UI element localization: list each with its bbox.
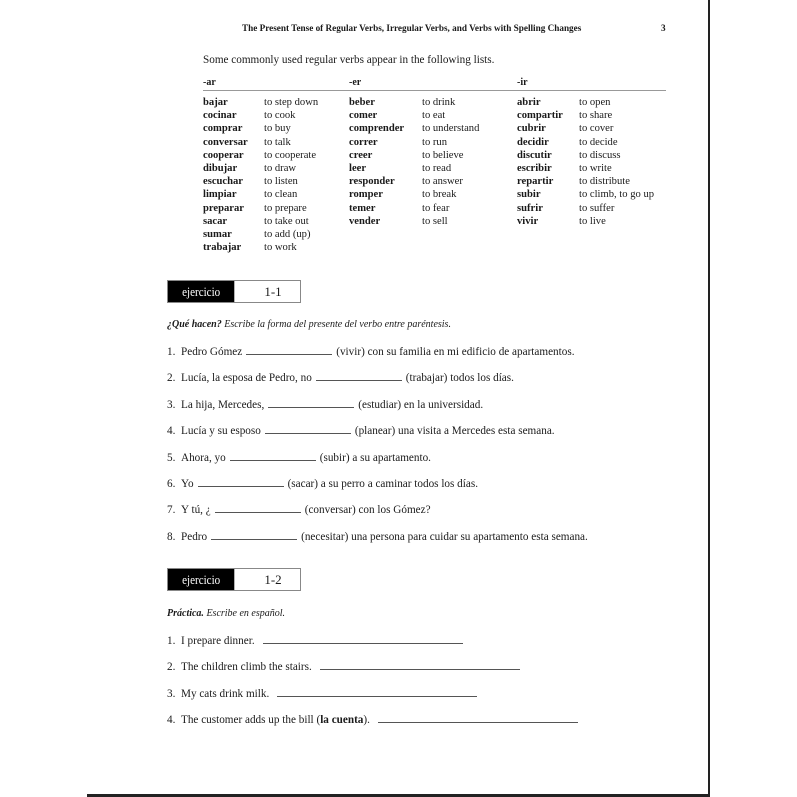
answer-blank[interactable]: [230, 450, 316, 461]
english-meaning: to listen: [264, 176, 298, 188]
english-meaning: to drink: [422, 97, 456, 108]
exercise-label: ejercicio: [168, 281, 234, 302]
page-border-right: [708, 0, 710, 797]
item-prompt: The children climb the stairs.: [181, 661, 312, 674]
exercise-item: [167, 476, 478, 490]
english-meaning: to fear: [422, 202, 450, 214]
english-meaning: to talk: [264, 136, 291, 148]
spanish-verb: escribir: [517, 162, 552, 174]
spanish-verb: trabajar: [203, 242, 242, 254]
item-number: 2.: [167, 372, 176, 385]
answer-blank[interactable]: [316, 370, 402, 381]
heading-er: -er: [349, 77, 362, 88]
english-meaning: to cooperate: [264, 149, 317, 161]
english-meaning: to open: [579, 97, 611, 108]
item-prompt: Lucía y su esposo: [181, 425, 261, 438]
answer-blank[interactable]: [268, 397, 354, 408]
english-meaning: to eat: [422, 110, 446, 122]
instruction-lead: Práctica.: [167, 608, 204, 619]
intro-text: Some commonly used regular verbs appear in the following lists.: [203, 54, 495, 66]
spanish-verb: correr: [349, 136, 378, 148]
spanish-verb: cubrir: [517, 123, 546, 135]
english-meaning: to write: [579, 162, 612, 174]
item-continuation: (planear) una visita a Mercedes esta semana.: [354, 425, 555, 438]
spanish-verb: comprar: [203, 123, 243, 135]
verb-table-header: [203, 77, 666, 91]
exercise-1-2-instruction: [167, 608, 285, 619]
english-meaning: to draw: [264, 162, 297, 174]
exercise-item: [167, 686, 481, 700]
item-number: 3.: [167, 398, 176, 411]
item-continuation: (trabajar) todos los días.: [405, 372, 514, 385]
english-meaning: to step down: [264, 97, 319, 108]
item-prompt: I prepare dinner.: [181, 635, 255, 647]
spanish-verb: bajar: [203, 97, 228, 108]
instruction-text: Escribe en español.: [206, 608, 286, 619]
english-meaning: to discuss: [579, 149, 621, 161]
english-meaning: to decide: [579, 136, 618, 148]
english-meaning: to sell: [422, 215, 448, 227]
exercise-item: [167, 397, 483, 411]
spanish-verb: responder: [349, 176, 395, 188]
spanish-verb: abrir: [517, 97, 541, 108]
spanish-verb: subir: [517, 189, 541, 201]
heading-ir: -ir: [517, 77, 528, 88]
spanish-verb: limpiar: [203, 189, 237, 201]
exercise-item: [167, 633, 467, 647]
exercise-1-1-header: [167, 280, 301, 303]
instruction-lead: ¿Qué hacen?: [167, 319, 222, 330]
english-meaning: to prepare: [264, 202, 307, 214]
spanish-verb: sacar: [203, 215, 228, 227]
english-meaning: to work: [264, 242, 297, 254]
item-prompt: Ahora, yo: [181, 451, 226, 464]
spanish-verb: conversar: [203, 136, 248, 148]
english-meaning: to cook: [264, 110, 296, 122]
spanish-verb: comprender: [349, 123, 405, 135]
english-meaning: to believe: [422, 149, 464, 161]
exercise-1-2-header: [167, 568, 301, 591]
exercise-1-1-instruction: [167, 319, 451, 330]
spanish-verb: discutir: [517, 149, 552, 161]
exercise-number: 1-1: [264, 283, 282, 299]
item-prompt: Pedro: [181, 530, 208, 543]
spanish-verb: preparar: [203, 202, 244, 214]
exercise-item: [167, 502, 431, 516]
item-number: 4.: [167, 714, 176, 727]
answer-blank[interactable]: [246, 344, 332, 355]
heading-ar: -ar: [203, 77, 216, 88]
item-prompt: My cats drink milk.: [181, 687, 270, 700]
spanish-verb: cocinar: [203, 110, 237, 122]
item-tail: ).: [363, 714, 370, 727]
exercise-number: 1-2: [264, 571, 282, 587]
answer-blank[interactable]: [265, 423, 351, 434]
item-prompt: Yo: [181, 478, 194, 490]
spanish-verb: vender: [349, 215, 381, 227]
instruction-text: Escribe la forma del presente del verbo entre paréntesis.: [224, 319, 451, 330]
spanish-verb: vivir: [517, 215, 539, 227]
item-number: 1.: [167, 635, 176, 647]
english-meaning: to climb, to go up: [579, 189, 655, 201]
item-number: 8.: [167, 530, 176, 543]
item-number: 2.: [167, 661, 176, 674]
answer-blank[interactable]: [263, 633, 463, 644]
english-meaning: to run: [422, 136, 448, 148]
item-continuation: (vivir) con su familia en mi edificio de apartamentos.: [336, 346, 575, 358]
exercise-label: ejercicio: [168, 569, 234, 590]
item-prompt: The customer adds up the bill (: [181, 714, 321, 727]
item-continuation: (sacar) a su perro a caminar todos los días.: [287, 478, 478, 490]
exercise-item: [167, 712, 582, 726]
exercise-item: [167, 659, 524, 673]
item-number: 1.: [167, 346, 176, 358]
english-meaning: to cover: [579, 123, 614, 135]
page-number: 3: [661, 23, 666, 33]
exercise-item: [167, 344, 575, 358]
answer-blank[interactable]: [211, 529, 297, 540]
item-continuation: (necesitar) una persona para cuidar su apartamento esta semana.: [301, 530, 588, 543]
spanish-verb: creer: [349, 149, 373, 161]
answer-blank[interactable]: [215, 502, 301, 513]
spanish-verb: decidir: [517, 136, 549, 148]
english-meaning: to buy: [264, 123, 291, 135]
spanish-verb: escuchar: [203, 176, 244, 188]
item-continuation: (conversar) con los Gómez?: [304, 504, 431, 517]
answer-blank[interactable]: [198, 476, 284, 487]
spanish-verb: comer: [349, 110, 378, 122]
english-meaning: to suffer: [579, 202, 615, 214]
item-prompt: Pedro Gómez: [181, 346, 243, 358]
item-number: 7.: [167, 504, 176, 517]
item-number: 3.: [167, 687, 176, 700]
english-meaning: to understand: [422, 123, 480, 135]
spanish-verb: romper: [349, 189, 383, 201]
answer-blank[interactable]: [378, 712, 578, 723]
spanish-verb: sufrir: [517, 202, 543, 214]
item-prompt: Y tú, ¿: [181, 504, 211, 517]
spanish-verb: dibujar: [203, 162, 238, 174]
english-meaning: to share: [579, 110, 613, 122]
english-meaning: to answer: [422, 176, 463, 188]
spanish-verb: compartir: [517, 110, 563, 122]
answer-blank[interactable]: [277, 686, 477, 697]
spanish-verb: sumar: [203, 228, 232, 240]
spanish-verb: repartir: [517, 176, 554, 188]
english-meaning: to live: [579, 215, 606, 227]
spanish-verb: cooperar: [203, 149, 244, 161]
chapter-title: The Present Tense of Regular Verbs, Irregular Verbs, and Verbs with Spelling Changes: [242, 23, 582, 33]
english-meaning: to clean: [264, 189, 298, 201]
exercise-item: [167, 370, 514, 384]
exercise-item: [167, 423, 555, 437]
english-meaning: to take out: [264, 215, 309, 227]
item-bold-term: la cuenta: [320, 714, 364, 727]
exercise-item: [167, 529, 588, 543]
exercise-item: [167, 450, 431, 464]
item-continuation: (estudiar) en la universidad.: [358, 398, 484, 411]
english-meaning: to add (up): [264, 228, 311, 240]
item-number: 4.: [167, 425, 176, 438]
english-meaning: to read: [422, 162, 452, 174]
item-prompt: La hija, Mercedes,: [181, 398, 265, 411]
answer-blank[interactable]: [320, 659, 520, 670]
item-continuation: (subir) a su apartamento.: [319, 451, 431, 464]
verb-table: [203, 77, 666, 254]
spanish-verb: leer: [349, 162, 367, 174]
english-meaning: to break: [422, 189, 457, 201]
spanish-verb: temer: [349, 202, 376, 214]
english-meaning: to distribute: [579, 176, 630, 188]
spanish-verb: beber: [349, 97, 375, 108]
item-number: 5.: [167, 451, 176, 464]
item-number: 6.: [167, 478, 176, 490]
item-prompt: Lucía, la esposa de Pedro, no: [181, 372, 312, 385]
